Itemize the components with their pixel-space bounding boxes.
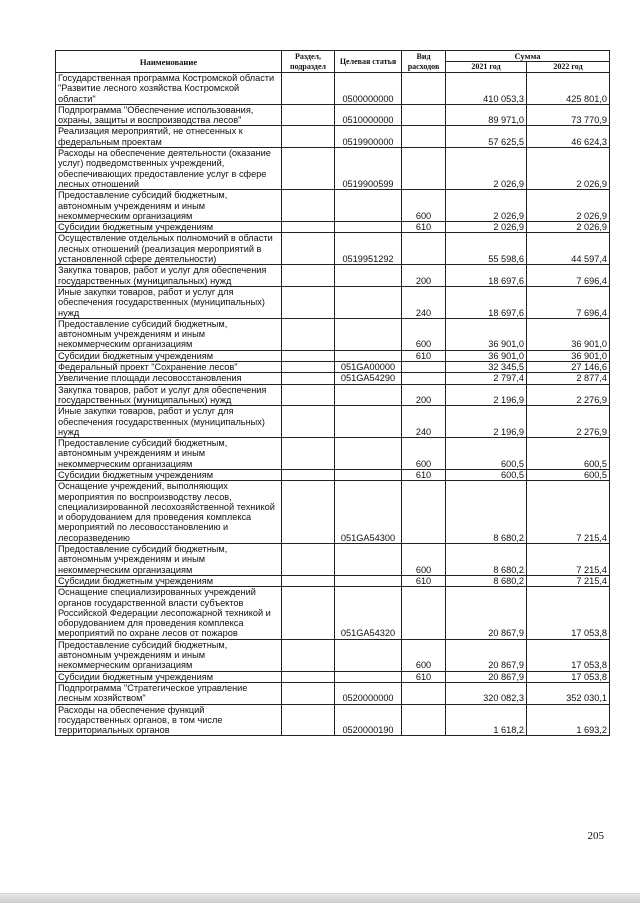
cell-section [282,438,335,470]
cell-target [335,286,402,318]
page-bottom-edge [0,893,640,903]
cell-target [335,639,402,671]
cell-name: Федеральный проект "Сохранение лесов" [56,362,282,373]
header-expense-type: Вид расходов [402,51,446,73]
cell-expense-type [402,233,446,265]
table-row [56,469,610,480]
table-row [56,639,610,671]
cell-section [282,73,335,105]
table-row [56,350,610,361]
cell-section [282,481,335,544]
cell-sum-2022: 2 026,9 [527,190,610,222]
cell-expense-type: 610 [402,350,446,361]
cell-sum-2021: 2 026,9 [446,148,527,190]
header-name: Наименование [56,51,282,73]
cell-name: Реализация мероприятий, не отнесенных к федеральным проектам [56,126,282,148]
header-section: Раздел, подраздел [282,51,335,73]
cell-sum-2021: 18 697,6 [446,286,527,318]
cell-target: 0510000000 [335,104,402,126]
cell-expense-type: 610 [402,671,446,682]
cell-expense-type [402,104,446,126]
cell-sum-2022: 600,5 [527,438,610,470]
cell-target [335,384,402,406]
cell-sum-2022: 2 026,9 [527,148,610,190]
cell-expense-type [402,373,446,384]
cell-section [282,373,335,384]
cell-sum-2022: 2 276,9 [527,384,610,406]
cell-target [335,406,402,438]
cell-name: Предоставление субсидий бюджетным, автономным учреждениям и иным некоммерческим организациям [56,318,282,350]
cell-section [282,265,335,287]
cell-name: Осуществление отдельных полномочий в области лесных отношений (реализация мероприятий в установленной сфере деятельности) [56,233,282,265]
cell-expense-type [402,682,446,704]
cell-target [335,350,402,361]
cell-sum-2022: 17 053,8 [527,587,610,639]
cell-sum-2022: 36 901,0 [527,318,610,350]
cell-sum-2021: 1 618,2 [446,704,527,736]
cell-target: 0500000000 [335,73,402,105]
table-row [56,233,610,265]
cell-sum-2021: 2 026,9 [446,190,527,222]
table-row [56,544,610,576]
cell-target: 0519900000 [335,126,402,148]
cell-expense-type: 200 [402,265,446,287]
cell-sum-2022: 17 053,8 [527,639,610,671]
cell-section [282,406,335,438]
table-row [56,286,610,318]
cell-sum-2022: 7 215,4 [527,575,610,586]
cell-sum-2021: 8 680,2 [446,544,527,576]
cell-expense-type: 600 [402,544,446,576]
cell-expense-type [402,362,446,373]
table-row [56,671,610,682]
cell-name: Закупка товаров, работ и услуг для обеспечения государственных (муниципальных) нужд [56,265,282,287]
table-row [56,190,610,222]
cell-name: Субсидии бюджетным учреждениям [56,575,282,586]
cell-name: Предоставление субсидий бюджетным, автономным учреждениям и иным некоммерческим организациям [56,190,282,222]
cell-section [282,104,335,126]
cell-sum-2022: 73 770,9 [527,104,610,126]
cell-sum-2021: 600,5 [446,469,527,480]
cell-sum-2021: 36 901,0 [446,350,527,361]
cell-expense-type [402,587,446,639]
cell-name: Субсидии бюджетным учреждениям [56,469,282,480]
cell-name: Подпрограмма "Обеспечение использования, охраны, защиты и воспроизводства лесов" [56,104,282,126]
cell-expense-type [402,73,446,105]
table-body [56,73,610,736]
cell-sum-2022: 46 624,3 [527,126,610,148]
cell-name: Субсидии бюджетным учреждениям [56,222,282,233]
cell-sum-2022: 425 801,0 [527,73,610,105]
cell-sum-2022: 2 276,9 [527,406,610,438]
table-row [56,384,610,406]
cell-sum-2022: 44 597,4 [527,233,610,265]
cell-name: Предоставление субсидий бюджетным, автономным учреждениям и иным некоммерческим организациям [56,438,282,470]
cell-target [335,222,402,233]
cell-target [335,318,402,350]
header-sum: Сумма [446,51,610,62]
cell-target: 0519951292 [335,233,402,265]
header-year-2022: 2022 год [527,62,610,73]
cell-sum-2021: 320 082,3 [446,682,527,704]
cell-expense-type: 600 [402,318,446,350]
cell-target: 051GA54290 [335,373,402,384]
table-row [56,682,610,704]
table-row [56,265,610,287]
cell-section [282,469,335,480]
cell-expense-type [402,126,446,148]
table-row [56,318,610,350]
cell-section [282,575,335,586]
table-row [56,587,610,639]
cell-expense-type [402,704,446,736]
cell-target: 051GA54300 [335,481,402,544]
cell-expense-type: 600 [402,438,446,470]
page-number: 205 [587,830,604,842]
cell-sum-2022: 352 030,1 [527,682,610,704]
cell-expense-type: 610 [402,222,446,233]
cell-sum-2021: 36 901,0 [446,318,527,350]
cell-name: Иные закупки товаров, работ и услуг для обеспечения государственных (муниципальных) нужд [56,406,282,438]
cell-sum-2021: 55 598,6 [446,233,527,265]
cell-sum-2022: 7 696,4 [527,286,610,318]
cell-sum-2021: 2 026,9 [446,222,527,233]
cell-sum-2022: 2 877,4 [527,373,610,384]
cell-expense-type: 600 [402,190,446,222]
table-row [56,438,610,470]
cell-name: Расходы на обеспечение деятельности (оказание услуг) подведомственных учреждений, обеспечивающих предоставление услуг в сфере лесных отношений [56,148,282,190]
cell-name: Предоставление субсидий бюджетным, автономным учреждениям и иным некоммерческим организациям [56,544,282,576]
table-row [56,73,610,105]
cell-expense-type [402,148,446,190]
cell-name: Расходы на обеспечение функций государственных органов, в том числе территориальных органов [56,704,282,736]
cell-sum-2022: 27 146,6 [527,362,610,373]
cell-section [282,671,335,682]
table-row [56,704,610,736]
cell-name: Государственная программа Костромской области "Развитие лесного хозяйства Костромской области" [56,73,282,105]
cell-sum-2021: 32 345,5 [446,362,527,373]
table-row [56,575,610,586]
cell-expense-type: 600 [402,639,446,671]
cell-sum-2021: 18 697,6 [446,265,527,287]
cell-sum-2021: 2 196,9 [446,406,527,438]
cell-section [282,286,335,318]
cell-expense-type: 200 [402,384,446,406]
cell-expense-type: 610 [402,575,446,586]
cell-section [282,233,335,265]
cell-section [282,682,335,704]
cell-sum-2022: 17 053,8 [527,671,610,682]
cell-target: 051GA00000 [335,362,402,373]
cell-sum-2021: 600,5 [446,438,527,470]
cell-expense-type [402,481,446,544]
cell-expense-type: 240 [402,286,446,318]
cell-name: Предоставление субсидий бюджетным, автономным учреждениям и иным некоммерческим организациям [56,639,282,671]
table-row [56,104,610,126]
cell-sum-2022: 36 901,0 [527,350,610,361]
cell-name: Оснащение специализированных учреждений органов государственной власти субъектов Российской Федерации лесопожарной техникой и оборудованием для проведения комплекса мероприятий по охране лесов от пожаров [56,587,282,639]
cell-sum-2021: 57 625,5 [446,126,527,148]
cell-sum-2022: 7 215,4 [527,544,610,576]
table-row [56,362,610,373]
table-row [56,481,610,544]
cell-sum-2021: 8 680,2 [446,481,527,544]
cell-section [282,544,335,576]
cell-name: Субсидии бюджетным учреждениям [56,350,282,361]
cell-sum-2021: 20 867,9 [446,671,527,682]
cell-sum-2021: 410 053,3 [446,73,527,105]
cell-expense-type: 610 [402,469,446,480]
cell-sum-2021: 2 797,4 [446,373,527,384]
table-row [56,126,610,148]
cell-section [282,318,335,350]
cell-target: 051GA54320 [335,587,402,639]
cell-section [282,587,335,639]
cell-section [282,639,335,671]
cell-target [335,575,402,586]
cell-section [282,190,335,222]
cell-expense-type: 240 [402,406,446,438]
cell-name: Оснащение учреждений, выполняющих мероприятия по воспроизводству лесов, специализированной лесохозяйственной техникой и оборудованием для проведения комплекса мероприятий по лесовосстановлению и лесоразведению [56,481,282,544]
cell-section [282,384,335,406]
cell-sum-2021: 89 971,0 [446,104,527,126]
header-target: Целевая статья [335,51,402,73]
cell-sum-2021: 8 680,2 [446,575,527,586]
table-row [56,148,610,190]
table-row [56,222,610,233]
budget-table [55,50,610,736]
table-row [56,406,610,438]
cell-name: Субсидии бюджетным учреждениям [56,671,282,682]
table-row [56,373,610,384]
cell-target [335,671,402,682]
cell-sum-2022: 7 215,4 [527,481,610,544]
cell-section [282,222,335,233]
cell-target [335,469,402,480]
cell-section [282,350,335,361]
cell-name: Иные закупки товаров, работ и услуг для обеспечения государственных (муниципальных) нужд [56,286,282,318]
cell-sum-2021: 2 196,9 [446,384,527,406]
cell-target [335,190,402,222]
cell-sum-2022: 2 026,9 [527,222,610,233]
cell-target: 0520000000 [335,682,402,704]
cell-section [282,148,335,190]
header-year-2021: 2021 год [446,62,527,73]
cell-sum-2022: 600,5 [527,469,610,480]
cell-name: Увеличение площади лесовосстановления [56,373,282,384]
cell-target [335,544,402,576]
cell-target [335,265,402,287]
cell-name: Закупка товаров, работ и услуг для обеспечения государственных (муниципальных) нужд [56,384,282,406]
cell-sum-2022: 1 693,2 [527,704,610,736]
cell-name: Подпрограмма "Стратегическое управление лесным хозяйством" [56,682,282,704]
cell-target: 0519900599 [335,148,402,190]
cell-target [335,438,402,470]
cell-section [282,362,335,373]
cell-sum-2021: 20 867,9 [446,587,527,639]
cell-sum-2021: 20 867,9 [446,639,527,671]
cell-section [282,704,335,736]
cell-target: 0520000190 [335,704,402,736]
cell-section [282,126,335,148]
cell-sum-2022: 7 696,4 [527,265,610,287]
